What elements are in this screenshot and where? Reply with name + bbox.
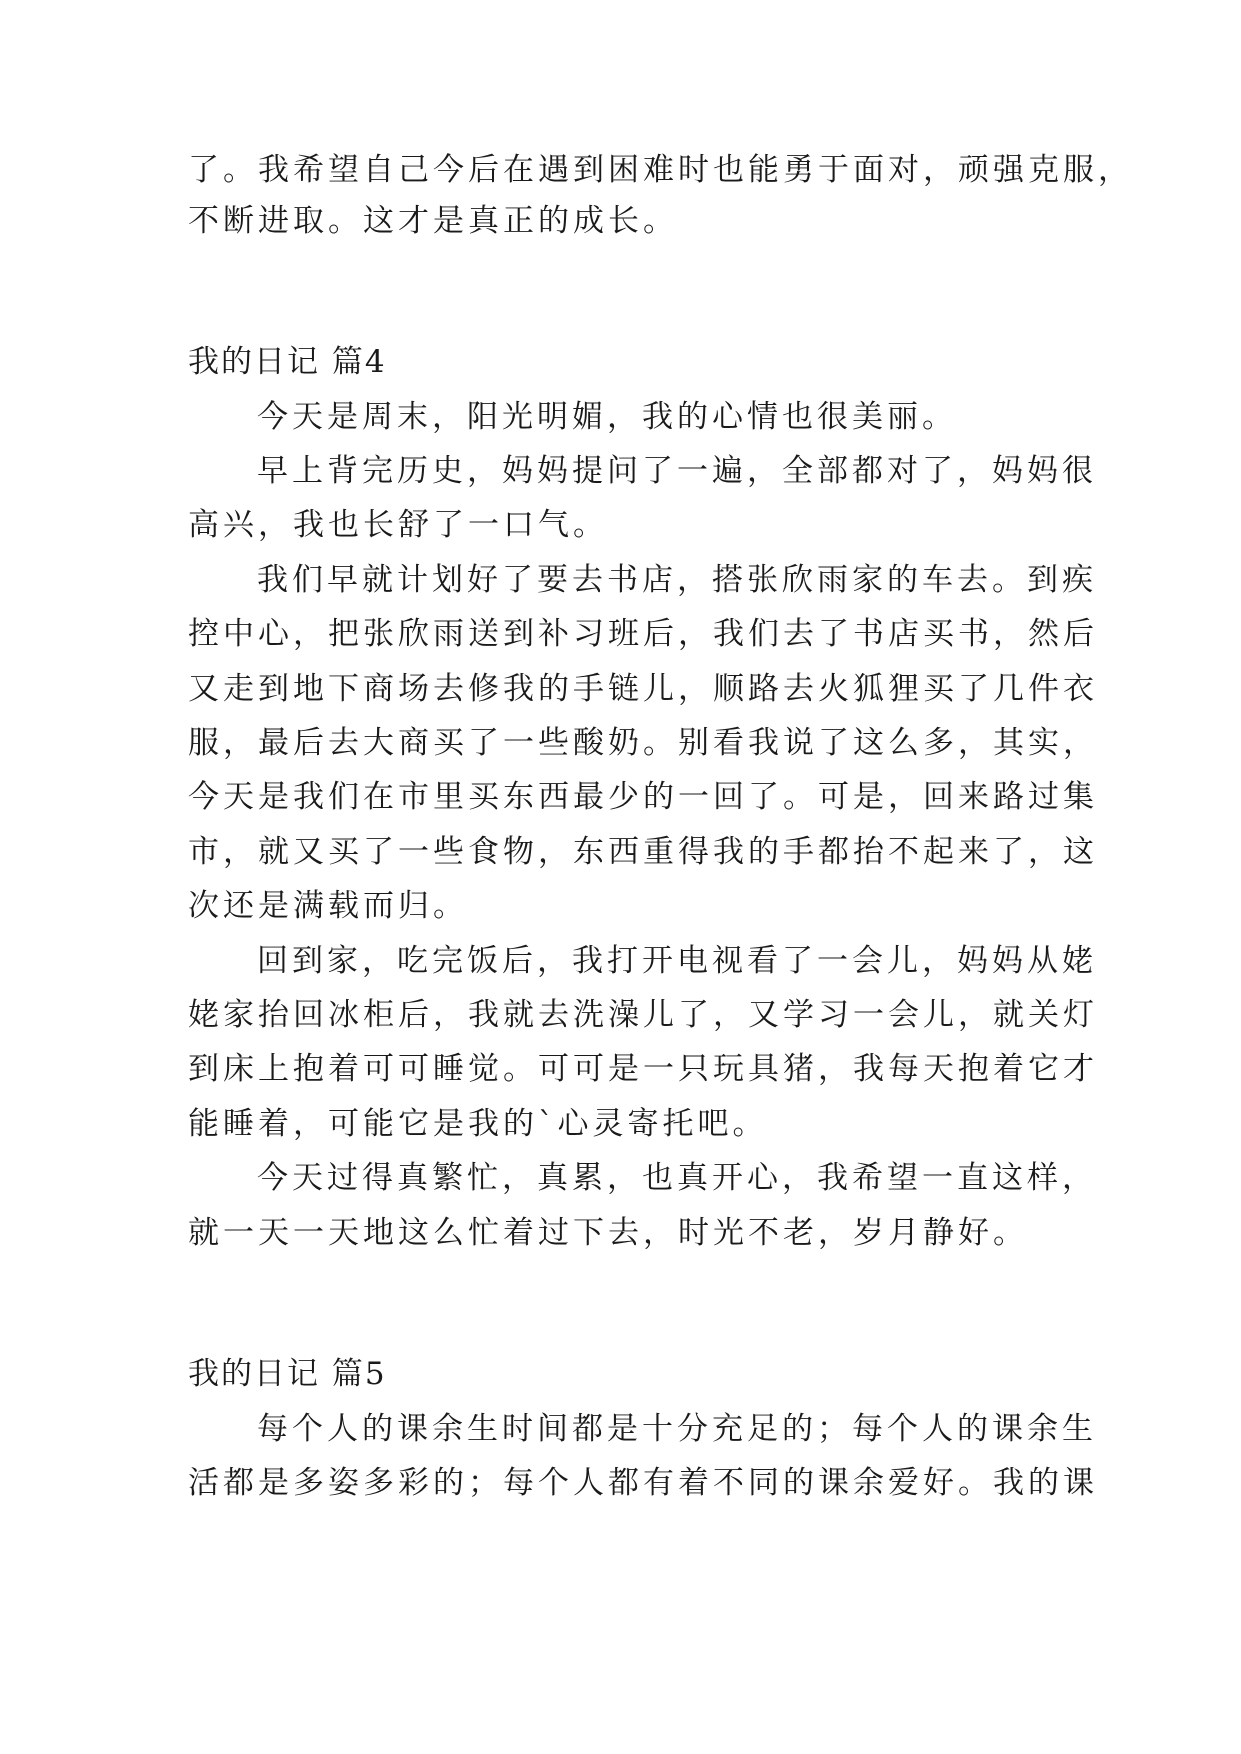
body-text-line: 服，最后去大商买了一些酸奶。别看我说了这么多，其实， [188,725,1098,761]
body-text-line: 不断进取。这才是真正的成长。 [188,203,678,239]
body-text-line: 活都是多姿多彩的；每个人都有着不同的课余爱好。我的课 [188,1465,1098,1501]
body-text-line: 就一天一天地这么忙着过下去，时光不老，岁月静好。 [188,1215,1028,1251]
section-heading: 我的日记 篇4 [188,344,387,380]
section-heading: 我的日记 篇5 [188,1356,387,1392]
body-text-line: 又走到地下商场去修我的手链儿，顺路去火狐狸买了几件衣 [188,671,1098,707]
body-text-line: 次还是满载而归。 [188,888,468,924]
body-text-line: 高兴，我也长舒了一口气。 [188,507,608,543]
body-text-line: 回到家，吃完饭后，我打开电视看了一会儿，妈妈从姥 [257,943,1097,979]
body-text-line: 我们早就计划好了要去书店，搭张欣雨家的车去。到疾 [257,562,1097,598]
body-text-line: 今天是我们在市里买东西最少的一回了。可是，回来路过集 [188,779,1098,815]
body-text-line: 市，就又买了一些食物，东西重得我的手都抬不起来了，这 [188,834,1098,870]
body-text-line: 每个人的课余生时间都是十分充足的；每个人的课余生 [257,1411,1097,1447]
body-text-line: 了。我希望自己今后在遇到困难时也能勇于面对，顽强克服， [188,152,1133,188]
body-text-line: 能睡着，可能它是我的`心灵寄托吧。 [188,1106,768,1142]
body-text-line: 今天过得真繁忙，真累，也真开心，我希望一直这样， [257,1160,1097,1196]
body-text-line: 今天是周末，阳光明媚，我的心情也很美丽。 [257,399,957,435]
body-text-line: 控中心，把张欣雨送到补习班后，我们去了书店买书，然后 [188,616,1098,652]
body-text-line: 早上背完历史，妈妈提问了一遍，全部都对了，妈妈很 [257,453,1097,489]
body-text-line: 姥家抬回冰柜后，我就去洗澡儿了，又学习一会儿，就关灯 [188,997,1098,1033]
body-text-line: 到床上抱着可可睡觉。可可是一只玩具猪，我每天抱着它才 [188,1051,1098,1087]
